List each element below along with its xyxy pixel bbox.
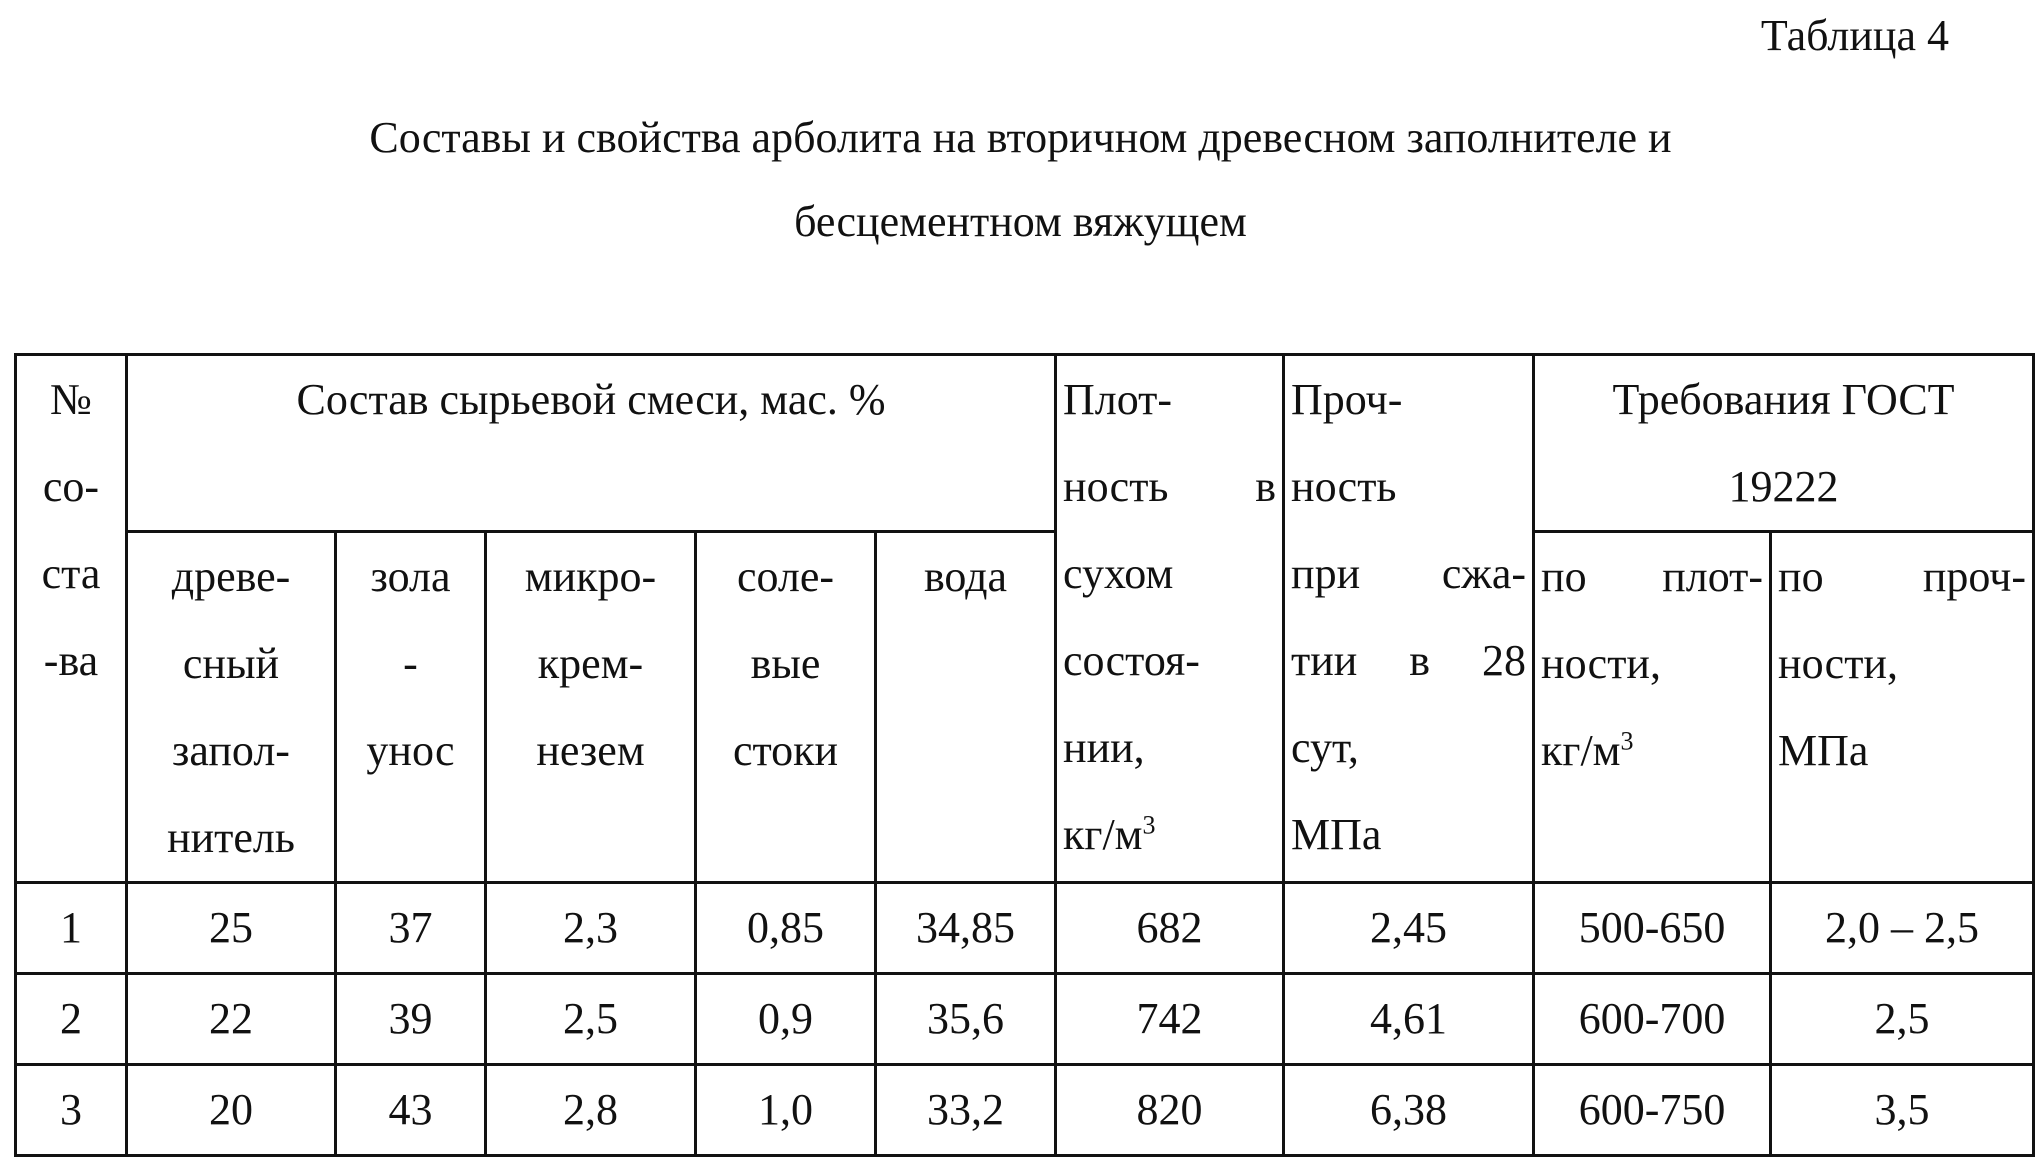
header-number-line: № [50,375,92,424]
header-density-line: нии, [1063,723,1145,772]
header-ash-line: унос [366,726,455,775]
header-gost-density-word: плот- [1662,552,1764,601]
header-salt-line: вые [750,639,821,688]
cell-gost-density: 600-700 [1534,974,1771,1065]
header-gost-strength-word: по [1778,552,1824,601]
cell-wood: 22 [127,974,336,1065]
cell-strength: 2,45 [1284,883,1534,974]
cell-salt: 0,9 [696,974,876,1065]
cell-water: 34,85 [876,883,1056,974]
header-strength-line [1291,530,1526,617]
title-line-2: бесцементном вяжущем [794,197,1247,246]
cell-density: 742 [1056,974,1284,1065]
header-density-line: сухом [1063,549,1174,598]
header-gost-strength-word: проч- [1922,552,2027,601]
header-mix-group: Состав сырьевой смеси, мас. % [127,355,1056,532]
cell-wood: 20 [127,1065,336,1156]
cell-density: 682 [1056,883,1284,974]
header-strength-line: МПа [1291,810,1382,859]
header-gost-density-line [1541,533,1763,620]
header-density-word: ность [1063,462,1169,511]
header-ash [336,532,486,883]
header-gost-density [1534,532,1771,883]
header-wood-line: запол- [172,726,290,775]
cell-wood: 25 [127,883,336,974]
header-gost-strength-line: ности, [1778,639,1898,688]
header-salt-line: соле- [736,552,835,601]
cell-gost-density: 500-650 [1534,883,1771,974]
header-gost-line: 19222 [1728,462,1839,511]
cell-microsilica: 2,8 [486,1065,696,1156]
cell-water: 33,2 [876,1065,1056,1156]
cell-strength: 4,61 [1284,974,1534,1065]
header-salt-line: стоки [732,726,839,775]
header-strength-line [1291,617,1526,704]
header-gost-density-word: по [1541,552,1587,601]
cell-ash: 39 [336,974,486,1065]
header-microsilica-line: незем [536,726,645,775]
unit-superscript: 3 [1620,726,1634,756]
header-strength-line: Проч- [1291,375,1403,424]
header-number [16,355,127,883]
header-salt [696,532,876,883]
header-strength-word: 28 [1482,636,1527,685]
cell-microsilica: 2,3 [486,883,696,974]
header-gost-group [1534,355,2034,532]
header-gost-strength [1771,532,2034,883]
document-title [0,96,2041,264]
header-wood-line: нитель [167,813,295,862]
header-gost-line: Требования ГОСТ [1612,375,1955,424]
header-strength [1284,355,1534,883]
header-density [1056,355,1284,883]
title-line-1: Составы и свойства арболита на вторичном древесном заполнителе и [369,113,1672,162]
cell-gost-density: 600-750 [1534,1065,1771,1156]
cell-ash: 37 [336,883,486,974]
cell-salt: 1,0 [696,1065,876,1156]
cell-ash: 43 [336,1065,486,1156]
header-strength-word: тии [1291,636,1358,685]
header-water [876,532,1056,883]
header-gost-strength-line [1778,533,2026,620]
cell-density: 820 [1056,1065,1284,1156]
header-ash-line: - [403,639,418,688]
table-row [16,883,2034,974]
cell-strength: 6,38 [1284,1065,1534,1156]
cell-no: 3 [16,1065,127,1156]
header-wood-line: древе- [171,552,291,601]
header-microsilica-line: микро- [524,552,657,601]
header-number-line: со- [42,462,100,511]
header-density-word: в [1255,462,1277,511]
cell-no: 2 [16,974,127,1065]
header-density-unit [1063,791,1276,878]
header-strength-word: при [1291,549,1361,598]
unit-text: кг/м [1541,726,1621,775]
header-strength-line: ность [1291,462,1397,511]
cell-gost-strength: 2,5 [1771,974,2034,1065]
table-row [16,1065,2034,1156]
header-strength-word: сжа- [1441,549,1527,598]
cell-gost-strength: 2,0 – 2,5 [1771,883,2034,974]
header-ash-line: зола [370,552,451,601]
header-density-line [1063,443,1276,530]
header-wood [127,532,336,883]
header-number-line: ста [41,549,101,598]
header-strength-line: сут, [1291,723,1359,772]
header-microsilica-line: крем- [537,639,644,688]
header-wood-line: сный [182,639,280,688]
header-water-line: вода [923,552,1008,601]
header-gost-density-line: ности, [1541,639,1661,688]
header-density-line: состоя- [1063,636,1200,685]
header-number-line: -ва [43,636,99,685]
cell-salt: 0,85 [696,883,876,974]
table-row [16,974,2034,1065]
cell-no: 1 [16,883,127,974]
header-strength-word: в [1409,636,1431,685]
header-gost-strength-line: МПа [1778,726,1869,775]
table-label: Таблица 4 [1760,11,1949,60]
header-density-line: Плот- [1063,375,1173,424]
header-microsilica [486,532,696,883]
unit-superscript: 3 [1142,810,1156,840]
cell-water: 35,6 [876,974,1056,1065]
cell-gost-strength: 3,5 [1771,1065,2034,1156]
cell-microsilica: 2,5 [486,974,696,1065]
unit-text: кг/м [1063,810,1143,859]
header-gost-density-unit [1541,707,1763,794]
composition-table [14,353,2035,1157]
